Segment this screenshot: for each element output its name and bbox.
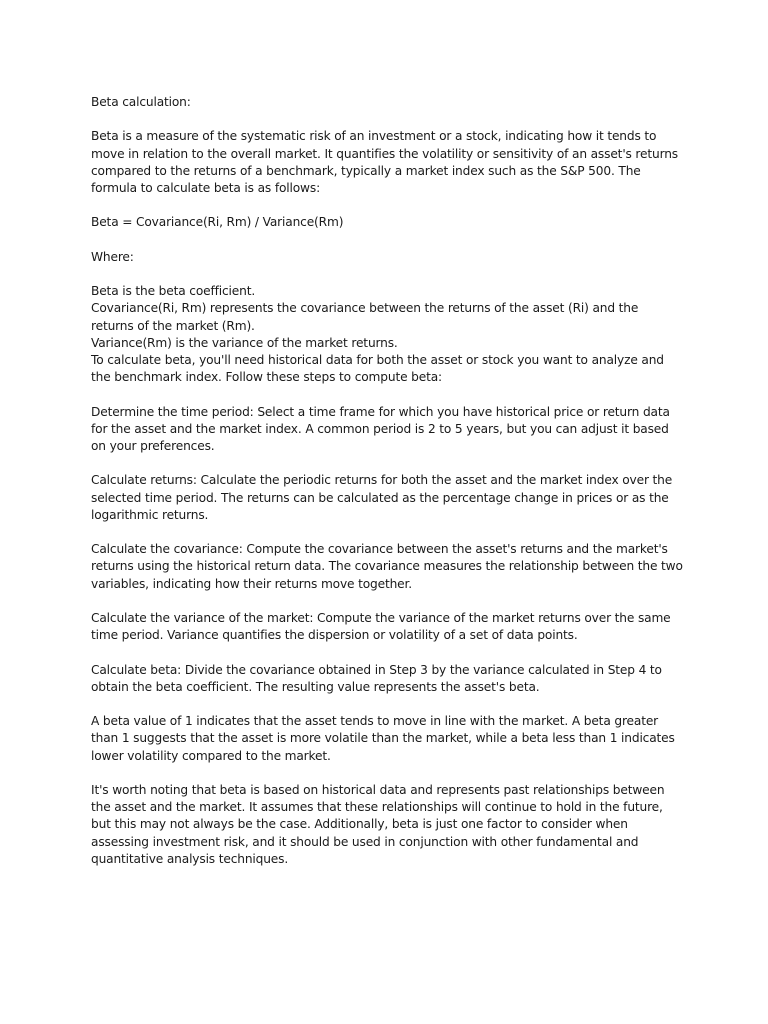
step-calculate-returns: Calculate returns: Calculate the periodic returns for both the asset and the market index over the selected time period. The returns can be calculated as the percentage change in prices or as the logarithmic returns. — [91, 473, 673, 522]
definition-covariance: Covariance(Ri, Rm) represents the covariance between the returns of the asset (Ri) and the returns of the market (Rm). — [91, 301, 639, 333]
step-time-period: Determine the time period: Select a time frame for which you have historical price or return data for the asset and the market index. A common period is 2 to 5 years, but you can adjust it based on your preferences. — [91, 404, 670, 453]
definition-beta: Beta is the beta coefficient. — [91, 284, 256, 299]
step-covariance: Calculate the covariance: Compute the covariance between the asset's returns and the market's returns using the historical return data. The covariance measures the relationship between the two variables, indicating how their returns move together. — [91, 542, 683, 591]
step-calculate-beta: Calculate beta: Divide the covariance obtained in Step 3 by the variance calculated in Step 4 to obtain the beta coefficient. The resulting value represents the asset's beta. — [91, 662, 662, 694]
closing-paragraph: It's worth noting that beta is based on historical data and represents past relationships between the asset and the market. It assumes that these relationships will continue to hold in the future, but this may not always be the case. Additionally, beta is just one factor to consider when assessing investment risk, and it should be used in conjunction with other fundamental and quantitative analysis techniques. — [91, 782, 665, 866]
definition-variance: Variance(Rm) is the variance of the market returns. — [91, 335, 398, 350]
step-market-variance: Calculate the variance of the market: Compute the variance of the market returns over the same time period. Variance quantifies the dispersion or volatility of a set of data points. — [91, 610, 671, 643]
intro-paragraph: Beta is a measure of the systematic risk of an investment or a stock, indicating how it tends to move in relation to the overall market. It quantifies the volatility or sensitivity of an asset's returns compared to the returns of a benchmark, typically a market index such as the S&P 500. The formula to calculate beta is as follows: — [91, 129, 679, 195]
steps-introduction: To calculate beta, you'll need historical data for both the asset or stock you want to analyze and the benchmark index. Follow these steps to compute beta: — [91, 352, 664, 385]
where-label: Where: — [91, 249, 134, 264]
interpretation-paragraph: A beta value of 1 indicates that the asset tends to move in line with the market. A beta greater than 1 suggests that the asset is more volatile than the market, while a beta less than 1 indicates lower volatility compared to the market. — [91, 714, 675, 763]
beta-formula: Beta = Covariance(Ri, Rm) / Variance(Rm) — [91, 215, 344, 230]
document-heading: Beta calculation: — [91, 95, 191, 109]
document-body — [91, 94, 683, 885]
